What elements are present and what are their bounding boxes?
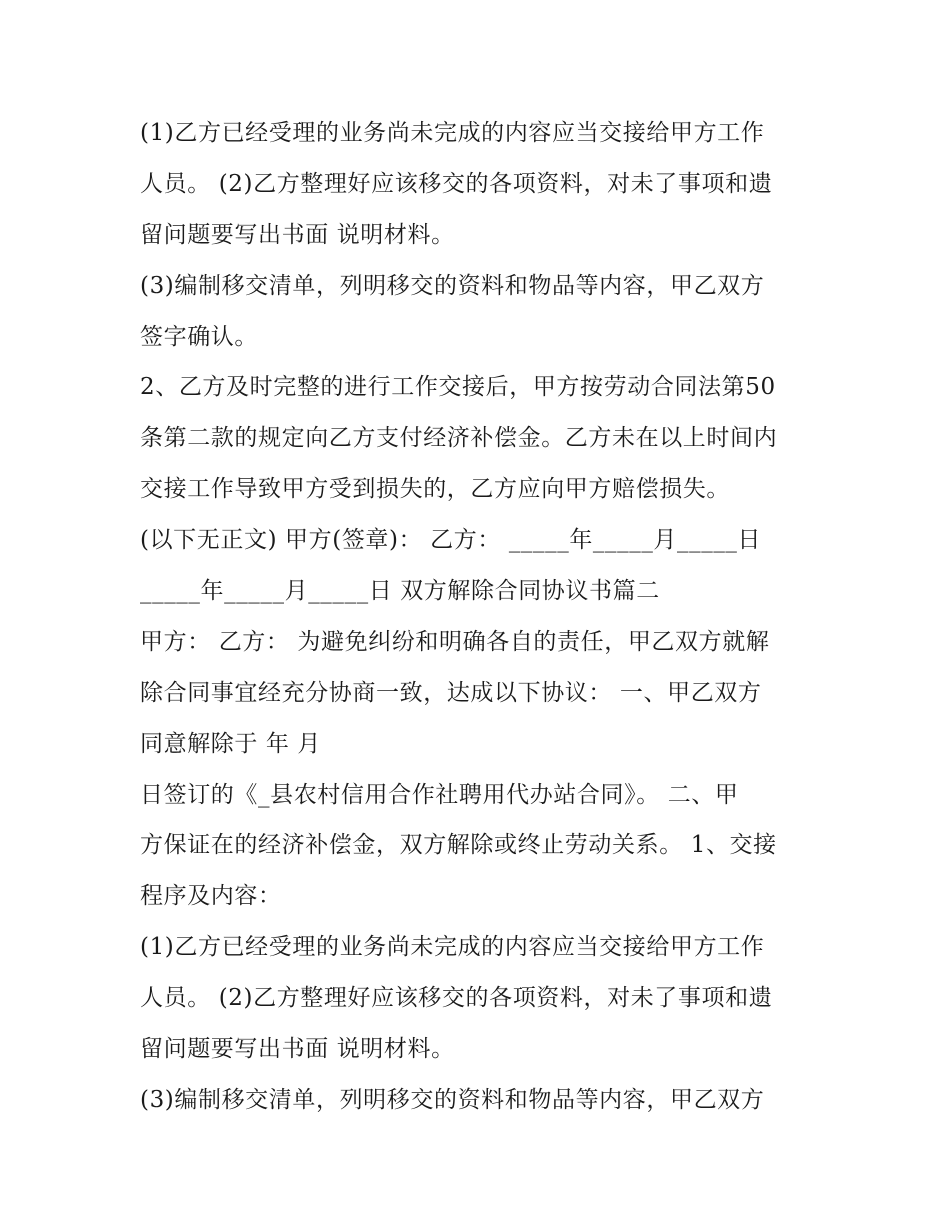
text-line: 留问题要写出书面 说明材料。 — [140, 221, 455, 248]
text-line: 条第二款的规定向乙方支付经济补偿金。乙方未在以上时间内 — [140, 425, 778, 452]
text-line: 程序及内容： — [140, 883, 282, 910]
text-line: 交接工作导致甲方受到损失的，乙方应向甲方赔偿损失。 — [140, 476, 730, 503]
text-line-handover-item-1: (1)乙方已经受理的业务尚未完成的内容应当交接给甲方工作 — [140, 934, 765, 961]
text-line: 留问题要写出书面 说明材料。 — [140, 1036, 455, 1063]
text-line-parties: 甲方： 乙方： 为避免纠纷和明确各自的责任，甲乙双方就解 — [140, 628, 770, 655]
text-line-handover-item-2: 人员。 (2)乙方整理好应该移交的各项资料，对未了事项和遗 — [140, 170, 773, 197]
text-line: 签字确认。 — [140, 323, 258, 350]
section-heading-part-two: _____年_____月_____日 双方解除合同协议书篇二 — [140, 578, 660, 605]
text-line: 方保证在的经济补偿金，双方解除或终止劳动关系。 1、交接 — [140, 832, 777, 859]
text-line-clause-2: 2、乙方及时完整的进行工作交接后，甲方按劳动合同法第50 — [140, 374, 776, 401]
text-line: 除合同事宜经充分协商一致，达成以下协议： 一、甲乙双方 — [140, 679, 762, 706]
text-line: 同意解除于 年 月 — [140, 730, 322, 757]
text-line-handover-item-3: (3)编制移交清单，列明移交的资料和物品等内容，甲乙双方 — [140, 272, 765, 299]
document-body — [140, 108, 820, 1126]
text-line-handover-item-1: (1)乙方已经受理的业务尚未完成的内容应当交接给甲方工作 — [140, 120, 765, 146]
text-line-handover-item-3: (3)编制移交清单，列明移交的资料和物品等内容，甲乙双方 — [140, 1086, 765, 1113]
text-line-handover-item-2: 人员。 (2)乙方整理好应该移交的各项资料，对未了事项和遗 — [140, 985, 773, 1012]
signature-line: (以下无正文) 甲方(签章)： 乙方： _____年_____月_____日 — [140, 527, 762, 554]
text-line: 日签订的《_县农村信用合作社聘用代办站合同》。 二、甲 — [140, 781, 739, 808]
